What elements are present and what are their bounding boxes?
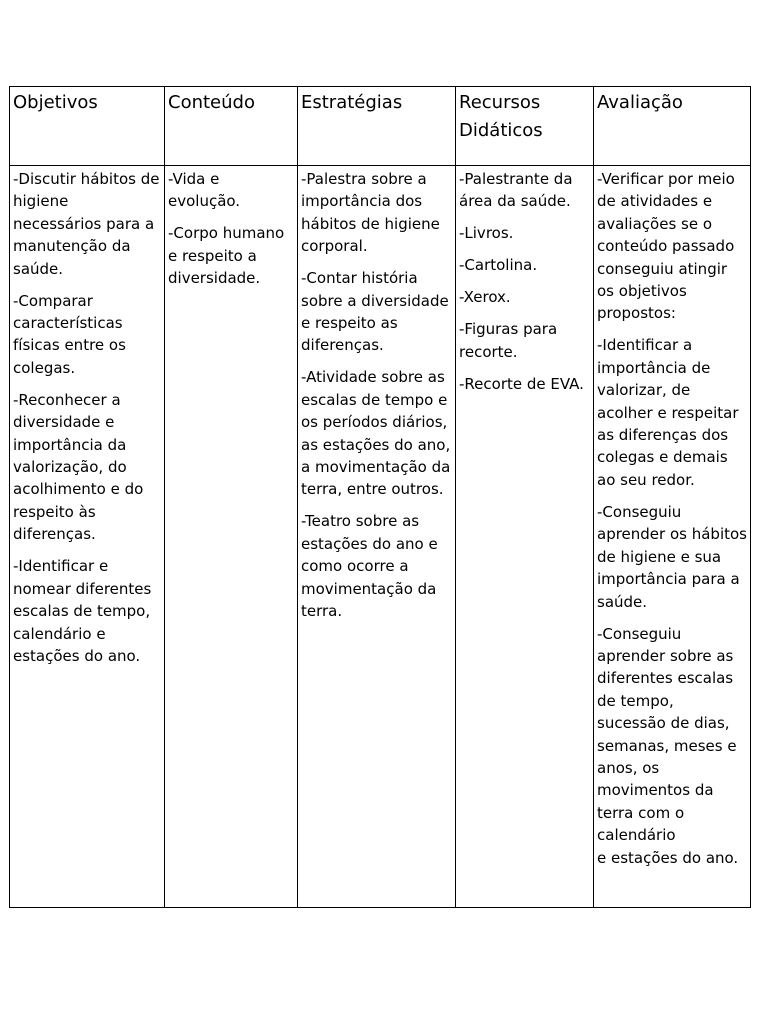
lesson-plan-table: [9, 86, 751, 908]
objetivo-item: -Discutir hábitos de higiene necessários para a manutenção da saúde.: [13, 170, 160, 278]
conteudo-item: -Vida e evolução.: [168, 170, 241, 211]
objetivo-item: -Reconhecer a diversidade e importância da valorização, do acolhimento e do respeito às diferenças.: [13, 390, 144, 544]
cell-objetivos: [10, 166, 165, 908]
table-row: [10, 166, 751, 908]
header-estrategias: Estratégias: [298, 87, 456, 166]
recurso-item: -Livros.: [459, 224, 514, 243]
avaliacao-item: -Conseguiu aprender sobre as diferentes escalas de tempo, sucessão de dias, semanas, meses e anos, os movimentos da terra com o calendário: [597, 624, 737, 845]
avaliacao-item: e estações do ano.: [597, 848, 739, 867]
estrategia-item: -Palestra sobre a importância dos hábitos de higiene corporal.: [301, 170, 440, 256]
table-header-row: [10, 87, 751, 166]
avaliacao-item: -Verificar por meio de atividades e avaliações se o conteúdo passado conseguiu atingir os objetivos propostos:: [597, 170, 735, 323]
recurso-item: -Cartolina.: [459, 256, 538, 275]
avaliacao-item: -Identificar a importância de valorizar, de acolher e respeitar as diferenças dos colegas e demais ao seu redor.: [597, 336, 739, 489]
recurso-item: -Palestrante da área da saúde.: [459, 170, 573, 211]
estrategia-item: -Teatro sobre as estações do ano e como ocorre a movimentação da terra.: [301, 512, 438, 621]
recurso-item: -Recorte de EVA.: [459, 374, 584, 393]
header-avaliacao: Avaliação: [594, 87, 751, 166]
header-recursos-didaticos: Recursos Didáticos: [456, 87, 594, 166]
cell-estrategias: [298, 166, 456, 908]
cell-conteudo: [165, 166, 298, 908]
header-conteudo: Conteúdo: [165, 87, 298, 166]
recurso-item: -Figuras para recorte.: [459, 320, 558, 361]
estrategia-item: -Contar história sobre a diversidade e respeito as diferenças.: [301, 269, 449, 355]
estrategia-item: -Atividade sobre as escalas de tempo e os períodos diários, as estações do ano, a movimentação da terra, entre outros.: [301, 368, 451, 499]
header-objetivos: Objetivos: [10, 87, 165, 166]
cell-recursos-didaticos: [456, 166, 594, 908]
conteudo-item: -Corpo humano e respeito a diversidade.: [168, 224, 285, 288]
recurso-item: -Xerox.: [459, 288, 511, 307]
objetivo-item: -Comparar características físicas entre os colegas.: [13, 291, 126, 377]
objetivo-item: -Identificar e nomear diferentes escalas de tempo, calendário e estações do ano.: [13, 557, 152, 665]
cell-avaliacao: [594, 166, 751, 908]
avaliacao-item: -Conseguiu aprender os hábitos de higiene e sua importância para a saúde.: [597, 502, 747, 611]
